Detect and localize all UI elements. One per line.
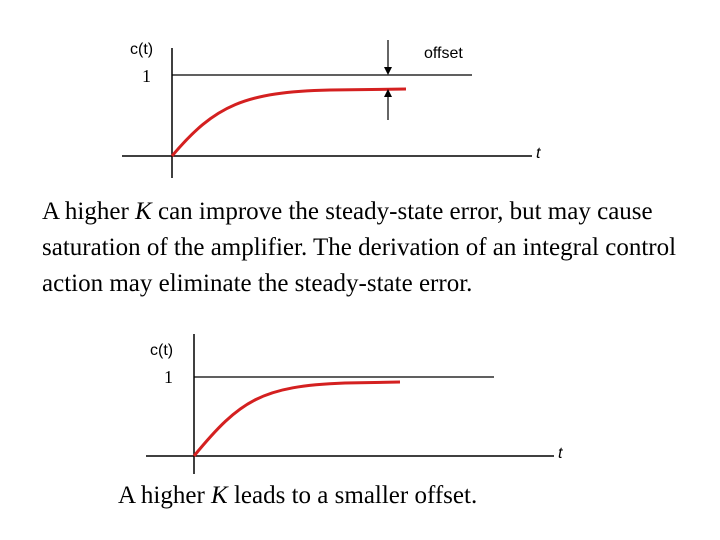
- response-curve-1: [172, 89, 406, 156]
- x-axis-label-1: t: [536, 145, 541, 162]
- y-axis-label-2: c(t): [150, 342, 174, 359]
- caption-text: A higher K leads to a smaller offset.: [118, 482, 478, 509]
- response-diagram-1: [122, 40, 541, 178]
- gain-symbol-caption: K: [211, 482, 228, 509]
- x-axis-label-2: t: [558, 445, 563, 462]
- response-curve-2: [194, 382, 400, 456]
- y-axis-label-1: c(t): [130, 41, 154, 58]
- gain-symbol: K: [135, 198, 152, 225]
- setpoint-level-label-2: 1: [164, 367, 173, 387]
- response-diagram-2: [146, 334, 563, 474]
- explanation-paragraph: A higher K can improve the steady-state error, but may cause saturation of the amplifier. The derivation of an integral control action may eliminate the steady-state error.: [42, 198, 677, 297]
- setpoint-level-label-1: 1: [142, 66, 151, 86]
- offset-label: offset: [424, 45, 463, 62]
